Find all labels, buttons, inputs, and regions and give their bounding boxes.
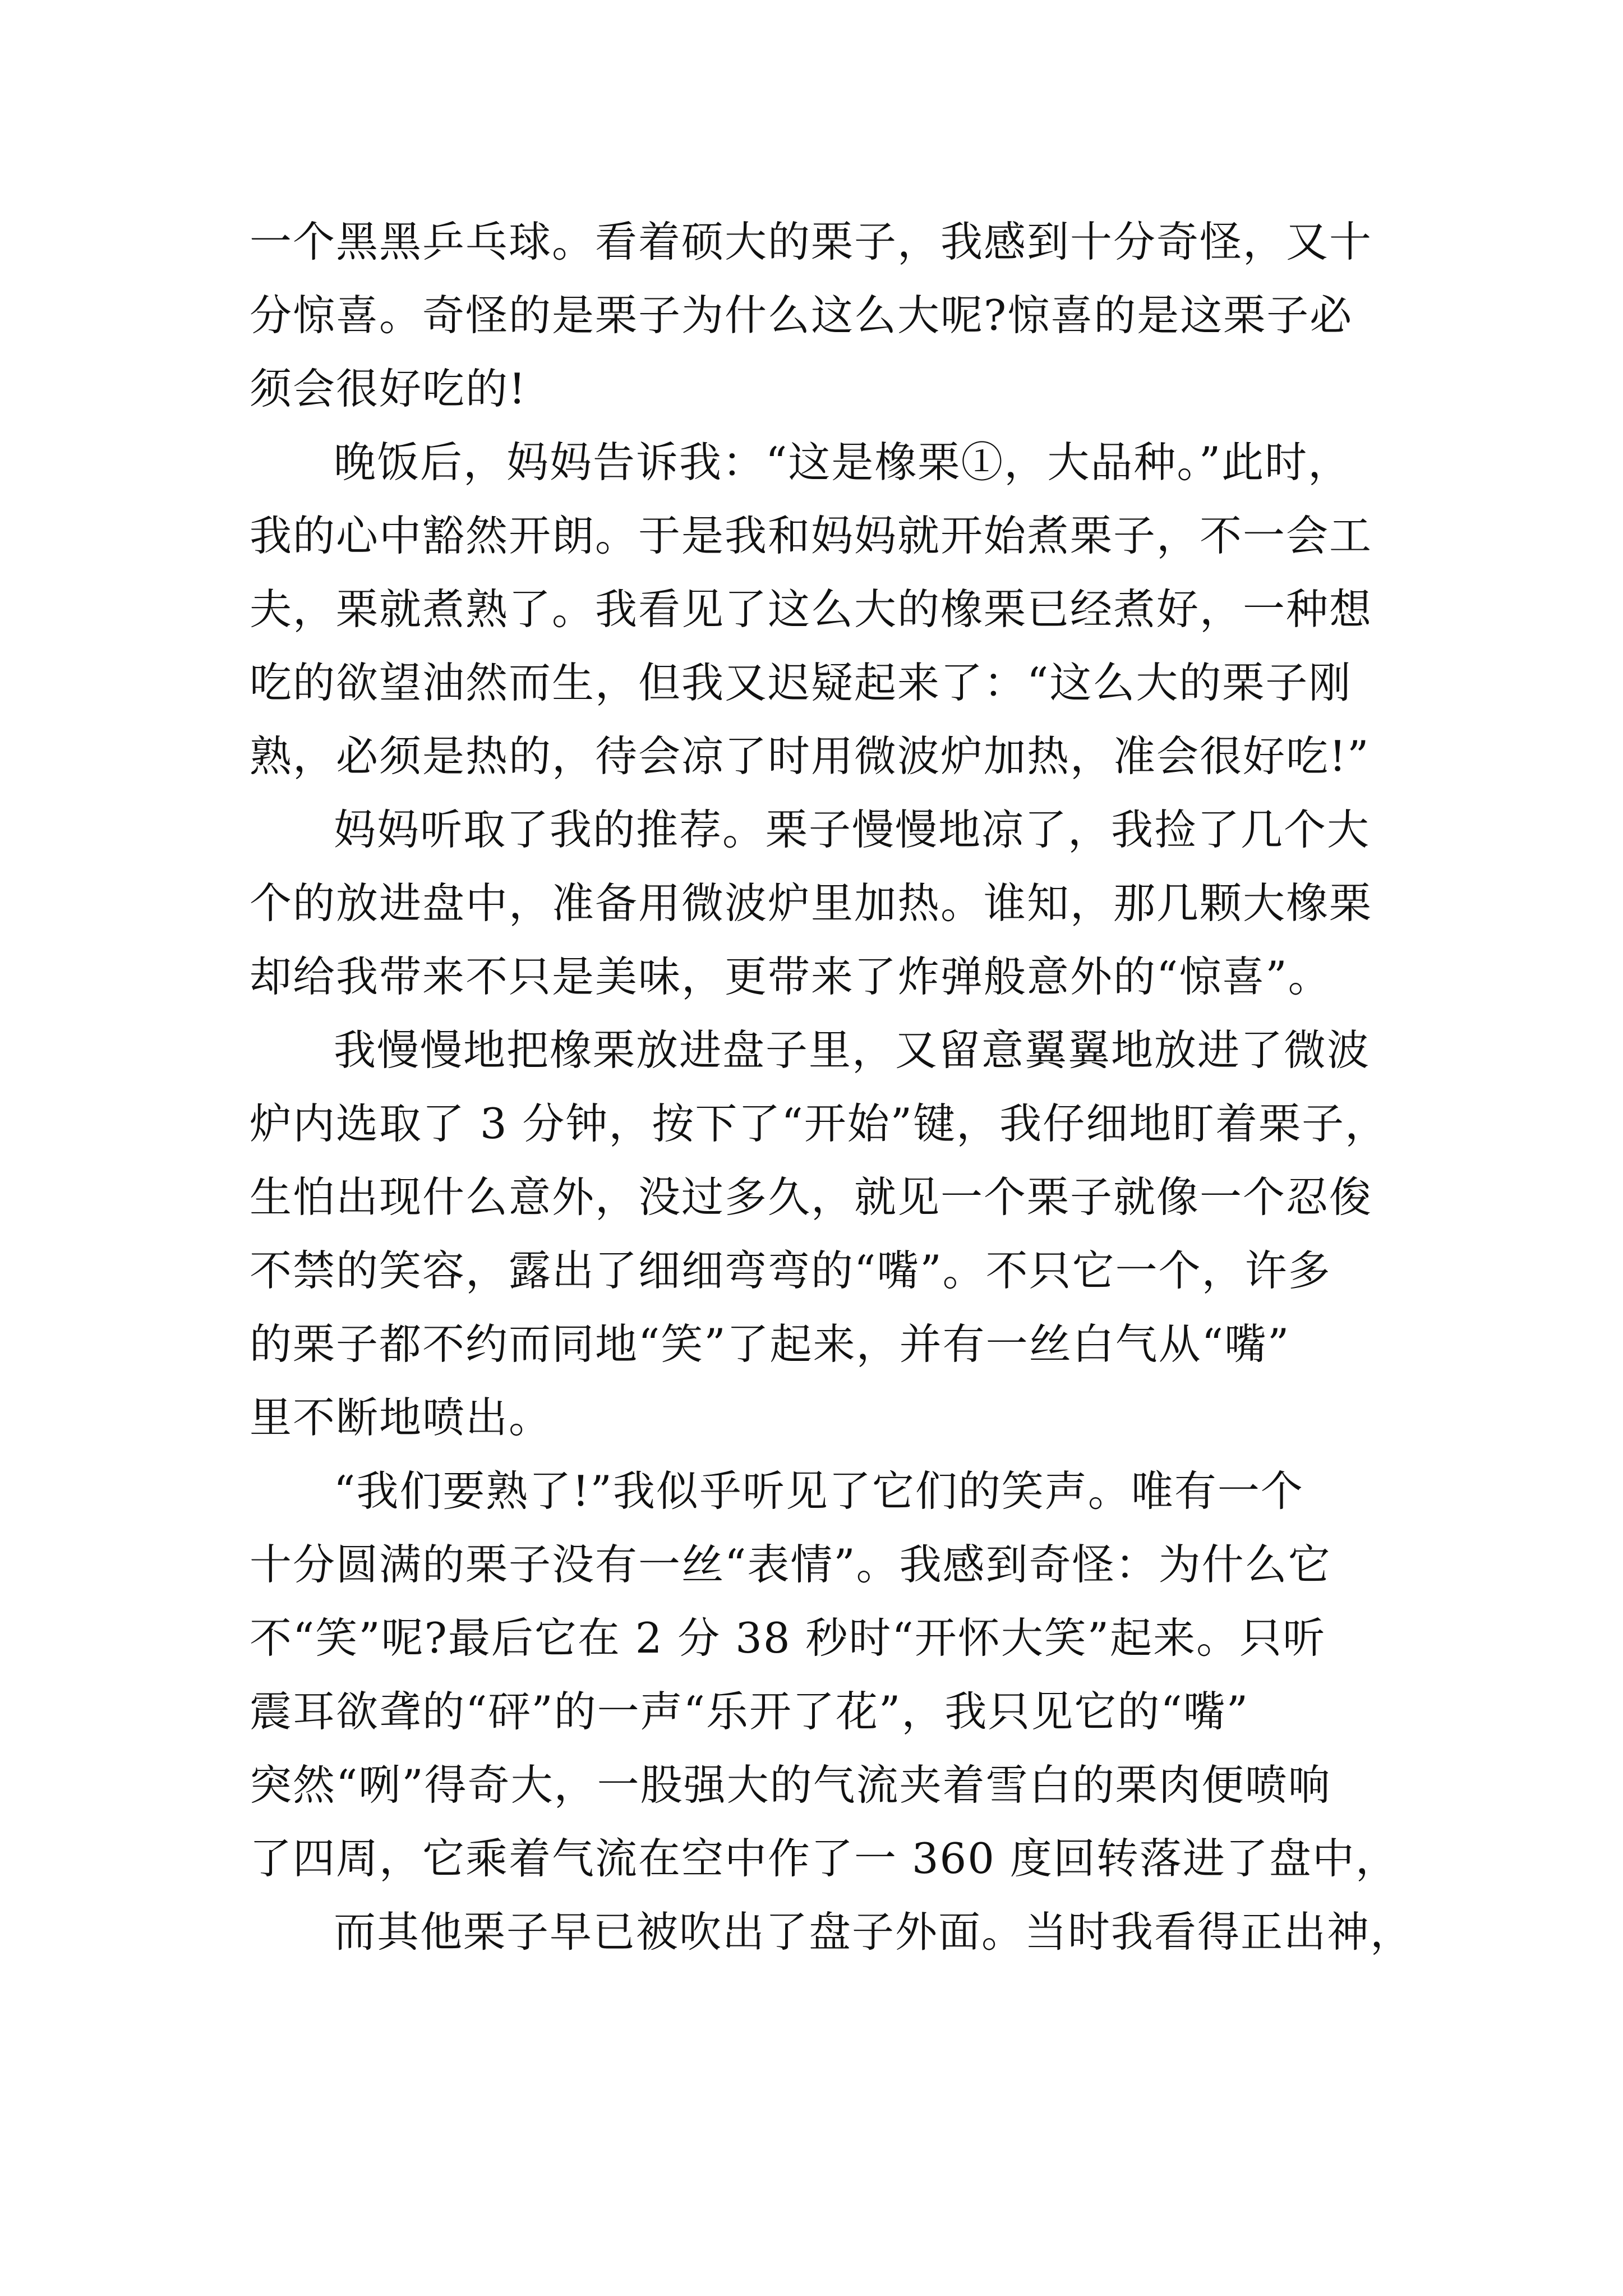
text-line: 生怕出现什么意外，没过多久，就见一个栗子就像一个忍俊 xyxy=(250,1172,1373,1222)
text-line: 我慢慢地把橡栗放进盘子里，又留意翼翼地放进了微波 xyxy=(334,1025,1371,1075)
text-line: 而其他栗子早已被吹出了盘子外面。当时我看得正出神， xyxy=(334,1907,1414,1957)
text-line: 一个黑黑乒乓球。看着硕大的栗子，我感到十分奇怪，又十 xyxy=(250,217,1373,266)
text-line: 炉内选取了 3 分钟，按下了“开始”键，我仔细地盯着栗子， xyxy=(250,1099,1389,1148)
paragraph xyxy=(250,1895,1414,1969)
text-line: 晚饭后，妈妈告诉我：“这是橡栗①，大品种。”此时， xyxy=(334,438,1352,487)
text-line: 不禁的笑容，露出了细细弯弯的“嘴”。不只它一个，许多 xyxy=(250,1246,1331,1295)
text-line: “我们要熟了!”我似乎听见了它们的笑声。唯有一个 xyxy=(334,1466,1304,1516)
text-line: 了四周，它乘着气流在空中作了一 360 度回转落进了盘中， xyxy=(250,1834,1399,1883)
text-line: 我的心中豁然开朗。于是我和妈妈就开始煮栗子，不一会工 xyxy=(250,511,1373,560)
text-line: 个的放进盘中，准备用微波炉里加热。谁知，那几颗大橡栗 xyxy=(250,878,1373,928)
text-line: 的栗子都不约而同地“笑”了起来，并有一丝白气从“嘴” xyxy=(250,1319,1290,1369)
paragraph xyxy=(250,205,1394,426)
paragraph xyxy=(250,1014,1394,1455)
paragraph xyxy=(250,793,1394,1014)
text-line: 分惊喜。奇怪的是栗子为什么这么大呢?惊喜的是这栗子必 xyxy=(250,291,1353,340)
text-line: 须会很好吃的! xyxy=(250,364,527,413)
text-line: 妈妈听取了我的推荐。栗子慢慢地凉了，我捡了几个大 xyxy=(334,805,1371,854)
text-line: 却给我带来不只是美味，更带来了炸弹般意外的“惊喜”。 xyxy=(250,952,1331,1001)
text-line: 吃的欲望油然而生，但我又迟疑起来了：“这么大的栗子刚 xyxy=(250,658,1352,707)
text-line: 夫，栗就煮熟了。我看见了这么大的橡栗已经煮好，一种想 xyxy=(250,585,1373,634)
paragraph xyxy=(250,426,1394,793)
text-line: 震耳欲聋的“砰”的一声“乐开了花”，我只见它的“嘴” xyxy=(250,1687,1249,1736)
text-line: 十分圆满的栗子没有一丝“表情”。我感到奇怪：为什么它 xyxy=(250,1540,1331,1589)
text-line: 熟，必须是热的，待会凉了时用微波炉加热，准会很好吃!” xyxy=(250,731,1370,781)
document-body xyxy=(250,205,1414,1969)
text-line: 突然“咧”得奇大，一股强大的气流夹着雪白的栗肉便喷响 xyxy=(250,1760,1331,1810)
paragraph xyxy=(250,1455,1399,1895)
text-line: 里不断地喷出。 xyxy=(250,1393,552,1442)
text-line: 不“笑”呢?最后它在 2 分 38 秒时“开怀大笑”起来。只听 xyxy=(250,1613,1326,1663)
